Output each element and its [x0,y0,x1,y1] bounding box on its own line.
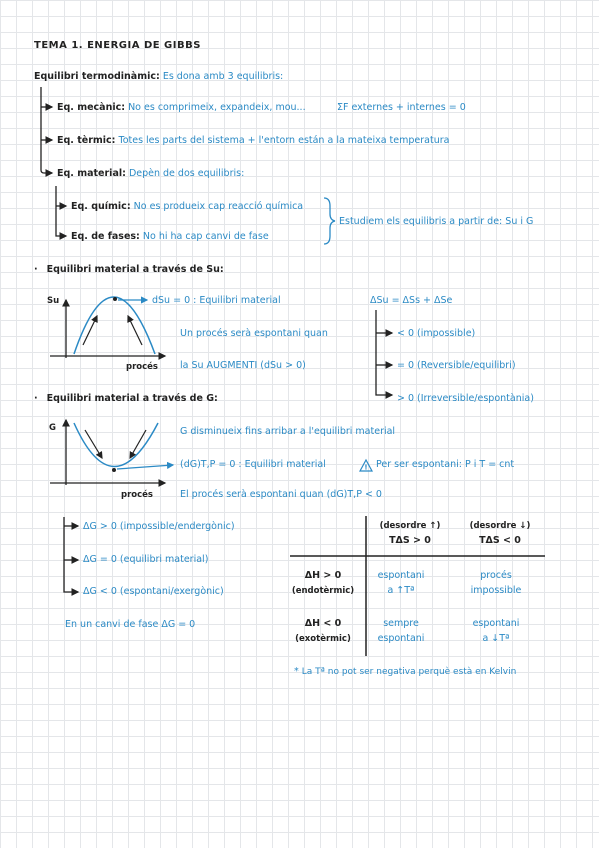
delta-su-tree [376,310,392,395]
su-y-axis-label: Su [47,296,60,306]
delta-su: ΔSu = ΔSs + ΔSe [370,295,453,306]
bullet-icon: · [34,393,38,404]
eq-mecanic-label: Eq. mecànic: [57,102,126,113]
table-row2-bottom: (exotèrmic) [295,634,351,644]
table-col1-top: (desordre ↑) [379,521,441,531]
bullet-icon: · [34,264,38,275]
g-y-axis-label: G [49,423,56,433]
estudiem-text: Estudiem els equilibris a partir de: Su i G [339,216,534,227]
dg-lt0: ΔG < 0 (espontani/exergònic) [83,586,224,597]
su-heading [34,264,224,276]
table-col2-top: (desordre ↓) [469,521,531,531]
eq-mecanic-desc: No es comprimeix, expandeix, mou... [128,102,306,113]
footnote-text: La Tª no pot ser negativa perquè està en Kelvin [301,667,517,677]
table-c12-a: procés [480,570,512,581]
eq-quimic-label: Eq. químic: [71,201,131,212]
dg-eq0: ΔG = 0 (equilibri material) [83,554,209,565]
svg-text:!: ! [364,463,368,472]
table-c11-a: espontani [377,570,425,581]
dg-fase: En un canvi de fase ΔG = 0 [65,619,196,630]
eq-material-label: Eq. material: [57,168,126,179]
equilibri-desc: Es dona amb 3 equilibris: [162,71,284,82]
table-col2-bottom: TΔS < 0 [479,535,521,546]
footnote-mark: * [294,666,299,677]
g-espontani: El procés serà espontani quan (dG)T,P < 0 [180,489,382,500]
per-ser-espontani: Per ser espontani: P i T = cnt [376,459,515,470]
dg-gt0: ΔG > 0 (impossible/endergònic) [83,521,235,532]
table-row2-top: ΔH < 0 [304,618,342,629]
table-c22-a: espontani [472,618,520,629]
table-c22-b: a ↓Tª [482,633,510,644]
eq-mecanic [57,102,306,114]
dsu-gt0: > 0 (Irreversible/espontània) [397,393,534,404]
g-heading [34,393,218,405]
g-disminueix: G disminueix fins arribar a l'equilibri material [180,426,396,437]
proces-line2: la Su AUGMENTI (dSu > 0) [180,360,306,371]
table-row1-top: ΔH > 0 [304,570,342,581]
table-c21-a: sempre [383,618,419,629]
equilibri-label: Equilibri termodinàmic: [34,71,160,82]
su-x-axis-label: procés [126,362,158,372]
eq-material-desc: Depèn de dos equilibris: [128,168,245,179]
eq-fases [71,231,269,243]
table-c21-b: espontani [377,633,425,644]
page-title: TEMA 1. ENERGIA DE GIBBS [34,40,201,51]
eq-fases-label: Eq. de fases: [71,231,140,242]
eq-material [57,168,244,180]
eq-fases-desc: No hi ha cap canvi de fase [142,231,269,242]
g-x-axis-label: procés [121,490,153,500]
eq-termic [57,135,449,147]
dsu-eq: dSu = 0 : Equilibri material [152,295,281,306]
delta-g-tree [64,517,78,592]
g-heading-text: Equilibri material a través de G: [46,393,218,404]
dsu-lt0: < 0 (impossible) [397,328,476,339]
table-c12-b: impossible [470,585,522,596]
proces-line1: Un procés serà espontani quan [180,328,328,339]
table-col1-bottom: TΔS > 0 [389,535,431,546]
warning-icon [360,460,372,472]
dsu-eq0: = 0 (Reversible/equilibri) [397,360,516,371]
su-graph [50,297,165,358]
right-brace [324,198,335,244]
eq-termic-desc: Totes les parts del sistema + l'entorn están a la mateixa temperatura [118,135,450,146]
eq-quimic [71,201,303,213]
equilibri-heading [34,71,283,83]
eq-termic-label: Eq. tèrmic: [57,135,116,146]
eq-quimic-desc: No es produeix cap reacció química [133,201,304,212]
su-heading-text: Equilibri material a través de Su: [46,264,224,275]
table-row1-bottom: (endotèrmic) [291,586,355,596]
eq-mecanic-sum: ΣF externes + internes = 0 [337,102,466,113]
g-graph [50,420,173,485]
dg-eq: (dG)T,P = 0 : Equilibri material [180,459,326,470]
table-c11-b: a ↑Tª [387,585,415,596]
table-footnote [294,666,516,678]
